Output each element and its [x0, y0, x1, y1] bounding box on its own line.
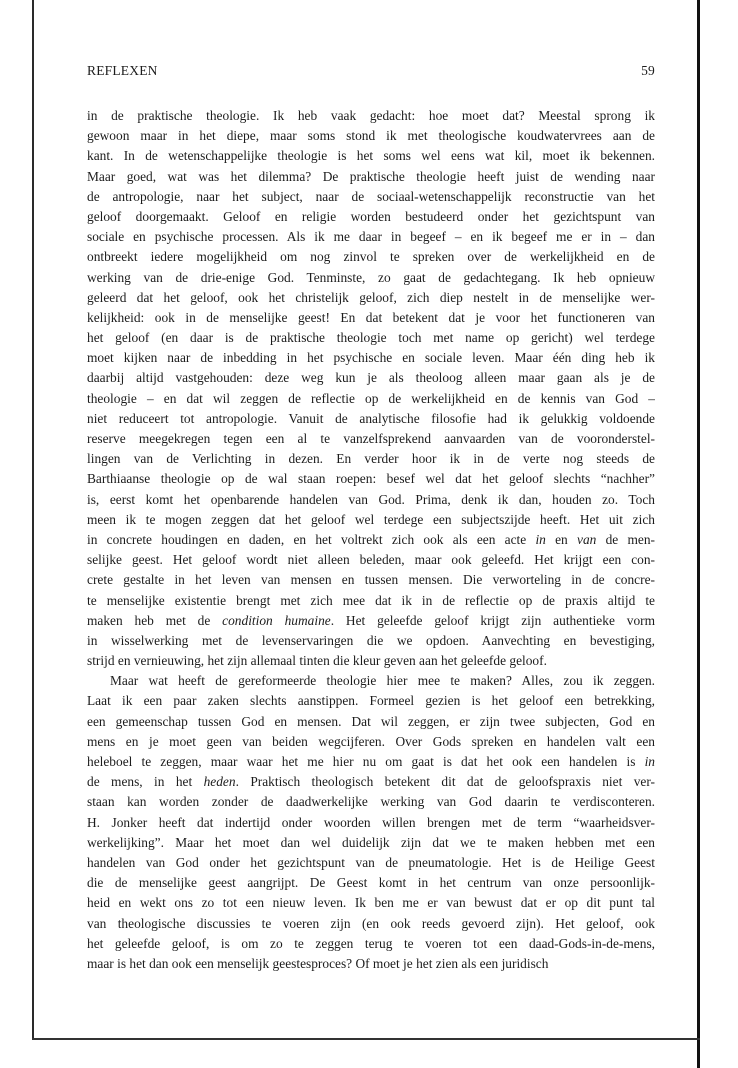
text-line: heid en wekt ons zo tot een nieuw leven. Ik ben me er van bewust dat er op dit punt tal — [87, 895, 655, 911]
paragraph — [87, 106, 655, 671]
text-line: gewoon maar in het diepe, maar soms stond ik met theologische koudwatervrees aan de — [87, 128, 655, 144]
text-line: de antropologie, naar het subject, naar de sociaal-wetenschappelijk reconstructie van het — [87, 188, 655, 204]
paragraph — [87, 671, 655, 974]
text-line: strijd en vernieuwing, het zijn allemaal tinten die kleur geven aan het geleefde geloof. — [87, 653, 547, 669]
text-line: kant. In de wetenschappelijke theologie is het soms wel eens wat kil, moet ik bekennen. — [87, 148, 655, 164]
text-line: handelen van God onder het gezichtspunt van de pneumatologie. Het is de Heilige Geest — [87, 854, 655, 870]
text-line: selijke geest. Het geloof wordt niet alleen beleden, maar ook geleefd. Het krijgt een con- — [87, 552, 655, 568]
scan-border-right — [697, 0, 700, 1068]
text-line: geloof doorgemaakt. Geloof en religie worden bestudeerd onder het gezichtspunt van — [87, 208, 655, 224]
text-line: van theologische discussies te voeren zijn (en ook reeds gevoerd zijn). Het geloof, ook — [87, 915, 655, 931]
text-line: heleboel te zeggen, maar waar het me hier nu om gaat is dat het ook een handelen is in — [87, 754, 655, 769]
text-line: sociale en psychische processen. Als ik me daar in begeef – en ik begeef me er in – dan — [87, 229, 655, 245]
text-line: maar is het dan ook een menselijk geestesproces? Of moet je het zien als een juridisch — [87, 955, 549, 971]
scan-border-left — [32, 0, 34, 1040]
body-text — [87, 106, 655, 974]
text-line: Laat ik een paar zaken slechts aanstippen. Formeel gezien is het geloof een betrekking, — [87, 693, 655, 709]
text-line: Maar wat heeft de gereformeerde theologie hier mee te maken? Alles, zou ik zeggen. — [110, 673, 655, 689]
text-line: daarbij altijd vastgehouden: deze weg kun je als theoloog alleen maar gaan als je de — [87, 370, 655, 386]
text-line: H. Jonker heeft dat indertijd onder woorden willen brengen met de term “waarheidsver- — [87, 814, 655, 830]
text-line: te menselijke existentie brengt met zich mee dat ik in de reflectie op de praxis altijd te — [87, 592, 655, 608]
text-line: Barthiaanse theologie op de wal staan roepen: besef wel dat het geloof slechts “nachher” — [87, 471, 655, 487]
text-line: crete gestalte in het leven van mensen en tussen mensen. Die verworteling in de concre- — [87, 572, 655, 588]
running-head — [87, 63, 655, 79]
text-line: het geleefde geloof, is om zo te zeggen terug te voeren tot een daad-Gods-in-de-mens, — [87, 935, 655, 951]
text-line: het geloof (en daar is de praktische theologie toch met name op gericht) wel terdege — [87, 330, 655, 346]
text-line: reserve meegekregen tegen een al te vanzelfsprekend aanvaarden van de vooronderstel- — [87, 431, 655, 446]
text-line: mens en je moet geen van beiden wegcijferen. Over Gods spreken en handelen valt een — [87, 733, 655, 749]
text-line: in concrete houdingen en daden, en het voltrekt zich ook als een acte in en van de men- — [87, 531, 655, 547]
text-line: ontbreekt iedere mogelijkheid om nog zinvol te spreken over de werkelijkheid en de — [87, 249, 655, 265]
text-line: een gemeenschap tussen God en mensen. Dat wil zeggen, er zijn twee subjecten, God en — [87, 713, 655, 729]
text-line: in wisselwerking met de levenservaringen die we opdoen. Aanvechting en bevestiging, — [87, 632, 655, 648]
text-line: kelijkheid: ook in de menselijke geest! En dat betekent dat je voor het functioneren van — [87, 309, 655, 325]
text-line: meen ik te mogen zeggen dat het geloof wel terdege een subjectszijde heeft. Het uit zich — [87, 511, 655, 527]
page-number: 59 — [641, 63, 655, 78]
running-head-title: REFLEXEN — [87, 63, 158, 78]
text-line: Maar goed, wat was het dilemma? De praktische theologie heeft juist de wending naar — [87, 168, 655, 184]
text-line: in de praktische theologie. Ik heb vaak gedacht: hoe moet dat? Meestal sprong ik — [87, 108, 655, 123]
text-line: lingen van de Verlichting in dezen. En verder hoor ik in de verte nog steeds de — [87, 451, 655, 467]
text-line: geleerd dat het geloof, ook het christelijk geloof, zich diep nestelt in de menselijke wer- — [87, 289, 655, 305]
text-line: die de menselijke geest aangrijpt. De Geest komt in het centrum van onze persoonlijk- — [87, 875, 655, 891]
text-line: is, eerst komt het openbarende handelen van God. Prima, denk ik dan, houden zo. Toch — [87, 491, 655, 507]
text-line: theologie – en dat wil zeggen de reflectie op de werkelijkheid en de kennis van God – — [87, 390, 655, 406]
text-line: maken heb met de condition humaine. Het geleefde geloof krijgt zijn authentieke vorm — [87, 612, 655, 628]
text-line: de mens, in het heden. Praktisch theologisch betekent dit dat de geloofspraxis niet ver- — [87, 774, 655, 790]
scan-border-bottom — [32, 1038, 700, 1040]
text-line: werkelijking”. Maar het moet dan wel duidelijk zijn dat we te maken hebben met een — [87, 834, 655, 850]
text-line: niet reduceert tot antropologie. Vanuit de analytische filosofie had ik gelukkig voldoende — [87, 410, 655, 426]
text-line: werking van de drie-enige God. Tenminste, zo gaat de gedachtegang. Ik heb opnieuw — [87, 269, 655, 285]
text-line: moet kijken naar de inbedding in het psychische en sociale leven. Maar één ding heb ik — [87, 350, 655, 366]
text-line: staan kan worden zonder de daadwerkelijke werking van God daarin te verdisconteren. — [87, 794, 655, 810]
